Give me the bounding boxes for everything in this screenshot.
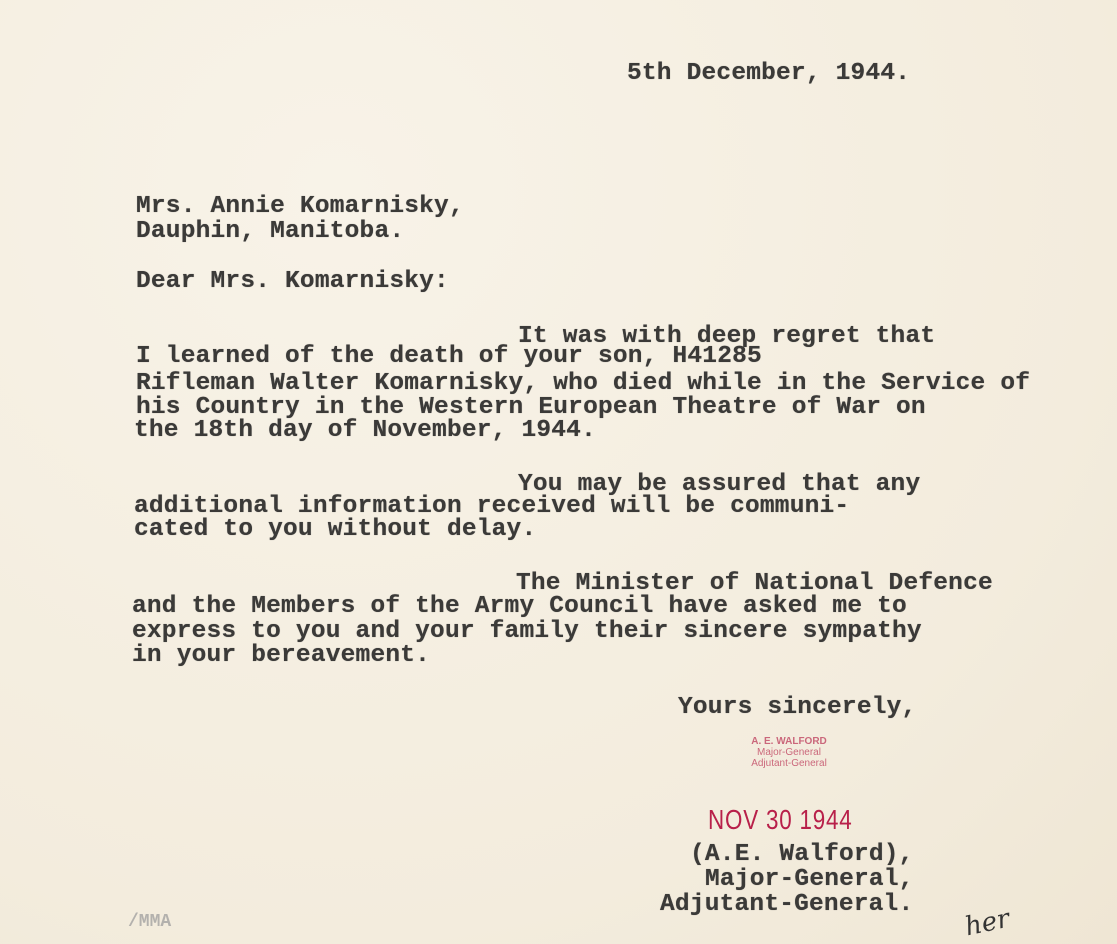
stamp-line: A. E. WALFORD (751, 736, 827, 747)
stamp-line: Adjutant-General (751, 758, 827, 769)
signatory-name: (A.E. Walford), (690, 841, 914, 868)
recipient-address: Dauphin, Manitoba. (136, 218, 405, 245)
signatory-rank: Major-General, (705, 866, 914, 893)
paragraph-line: in your bereavement. (132, 642, 431, 669)
paragraph-line: I learned of the death of your son, H41285 (136, 343, 762, 370)
letter-date: 5th December, 1944. (627, 60, 911, 87)
paragraph-line: It was with deep regret that (518, 323, 936, 350)
reference-initials: /MMA (128, 912, 172, 932)
paragraph-line: The Minister of National Defence (516, 570, 993, 597)
paragraph-line: his Country in the Western European Theatre of War on (136, 394, 926, 421)
recipient-name: Mrs. Annie Komarnisky, (136, 193, 464, 220)
handwritten-note: her (962, 903, 1013, 943)
signatory-title: Adjutant-General. (660, 891, 914, 918)
stamp-line: Major-General (757, 747, 821, 758)
closing: Yours sincerely, (678, 694, 917, 721)
paragraph-line: Rifleman Walter Komarnisky, who died while in the Service of (136, 370, 1031, 397)
paragraph-line: additional information received will be communi- (134, 493, 850, 520)
signature-stamp (724, 736, 854, 769)
paragraph-line: and the Members of the Army Council have asked me to (132, 593, 907, 620)
salutation: Dear Mrs. Komarnisky: (136, 268, 449, 295)
paragraph-line: the 18th day of November, 1944. (134, 417, 596, 444)
paragraph-line: You may be assured that any (518, 471, 921, 498)
paragraph-line: express to you and your family their sincere sympathy (132, 618, 922, 645)
paragraph-line: cated to you without delay. (134, 516, 537, 543)
date-stamp: NOV 30 1944 (708, 804, 853, 835)
